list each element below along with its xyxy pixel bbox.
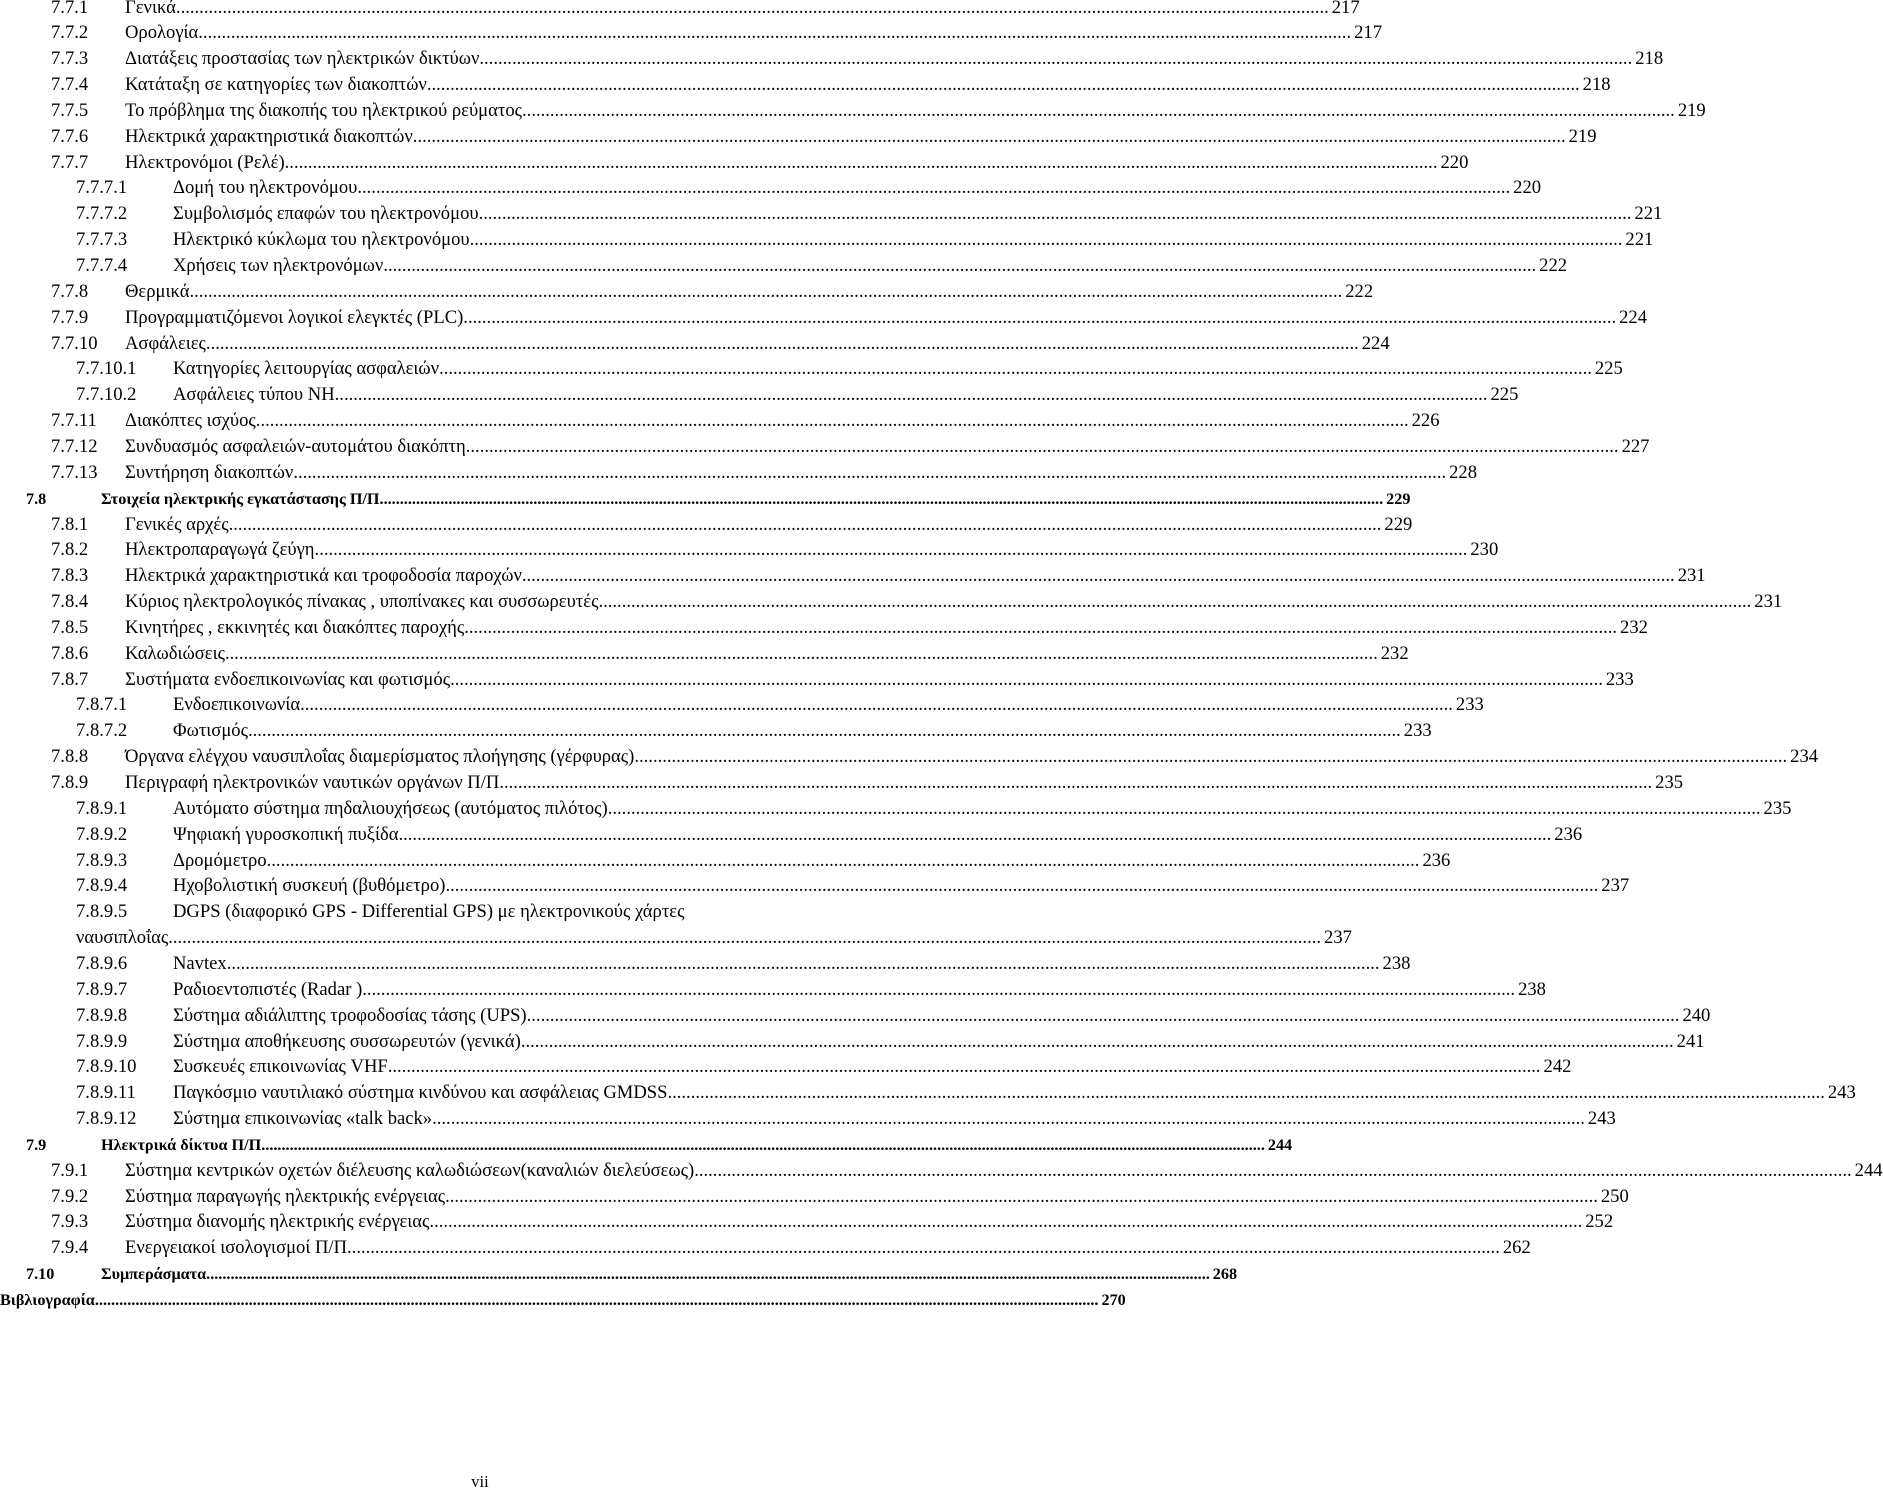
toc-entry-number: 7.8.9.12 (76, 1108, 137, 1130)
toc-entry-number: 7.9.3 (51, 1211, 89, 1233)
toc-entry-title: Ενεργειακοί ισολογισμοί Π/Π (125, 1237, 348, 1259)
toc-entry-page: 219 (1568, 125, 1597, 147)
toc-entry-number: 7.7.9 (51, 306, 89, 328)
toc-entry-page: 221 (1634, 203, 1663, 225)
toc-entry-number: 7.8.9.5 (76, 901, 128, 923)
toc-entry-page: 244 (1267, 1135, 1293, 1154)
toc-entry-title: Ηλεκτρονόμοι (Ρελέ) (125, 151, 285, 173)
toc-entry[interactable] (26, 486, 1411, 512)
toc-entry-title: Σύστημα αδιάλιπτης τροφοδοσίας τάσης (UPS) (173, 1004, 527, 1026)
toc-entry-number: 7.8.9.10 (76, 1056, 137, 1078)
toc-entry-title: Ορολογία (125, 22, 199, 44)
toc-entry[interactable] (76, 175, 1542, 201)
toc-entry-page: 219 (1677, 99, 1706, 121)
toc-entry-page: 235 (1763, 797, 1792, 819)
toc-entry-title: Ηλεκτρικά δίκτυα Π/Π (101, 1135, 262, 1154)
toc-entry-number: 7.8.8 (51, 746, 89, 768)
toc-entry-title: ναυσιπλοΐας (76, 927, 169, 949)
toc-entry-title: DGPS (διαφορικό GPS - Differential GPS) με ηλεκτρονικούς χάρτες (173, 901, 685, 923)
toc-entry-title: Navtex (173, 952, 227, 974)
dot-leader (300, 692, 1453, 718)
dot-leader (522, 98, 1675, 124)
toc-entry-page: 231 (1677, 565, 1706, 587)
toc-entry[interactable] (51, 434, 1650, 460)
toc-entry-title: Φωτισμός (173, 720, 248, 742)
toc-entry[interactable] (51, 770, 1684, 796)
toc-entry-number: 7.9.4 (51, 1237, 89, 1259)
toc-entry-title: Χρήσεις των ηλεκτρονόμων (173, 255, 384, 276)
toc-entry-page: 238 (1518, 978, 1546, 1000)
toc-entry-page: 232 (1380, 642, 1409, 664)
toc-entry-page: 270 (1101, 1291, 1126, 1309)
dot-leader (198, 20, 1351, 46)
toc-entry[interactable] (51, 667, 1634, 693)
toc-entry-title: Ηχοβολιστική συσκευή (βυθόμετρο) (173, 875, 446, 897)
toc-entry-title: Ψηφιακή γυροσκοπική πυξίδα (173, 823, 399, 845)
dot-leader (388, 1054, 1541, 1080)
toc-entry-title: Θερμικά (125, 280, 190, 302)
dot-leader (413, 124, 1566, 150)
toc-entry[interactable] (76, 253, 1568, 279)
toc-entry-number: 7.9 (26, 1135, 47, 1154)
toc-entry[interactable] (51, 150, 1469, 176)
toc-entry-number: 7.9.2 (51, 1185, 89, 1207)
toc-entry-number: 7.7.7.2 (76, 203, 128, 225)
dot-leader (429, 1209, 1582, 1235)
dot-leader (267, 848, 1420, 874)
toc-entry-page: 237 (1324, 927, 1352, 949)
toc-entry-number: 7.7.7.1 (76, 177, 128, 199)
toc-entry[interactable] (51, 408, 1440, 434)
toc-entry[interactable] (51, 1235, 1531, 1261)
toc-entry[interactable] (51, 20, 1382, 46)
dot-leader (479, 201, 1632, 227)
toc-entry-page: 217 (1354, 22, 1382, 44)
toc-entry-page: 233 (1455, 694, 1484, 716)
dot-leader (445, 873, 1598, 899)
toc-entry-page: 235 (1655, 772, 1684, 793)
toc-entry[interactable] (51, 331, 1390, 357)
dot-leader (347, 1235, 1500, 1261)
toc-entry[interactable] (51, 615, 1648, 641)
toc-entry-title: Συμπεράσματα (101, 1265, 207, 1284)
toc-entry-number: 7.8.9.1 (76, 797, 128, 819)
toc-entry-page: 220 (1440, 151, 1469, 173)
toc-entry-number: 7.7.10.2 (76, 384, 137, 406)
toc-entry-title: Καλωδιώσεις (125, 642, 225, 664)
toc-entry-page: 244 (1854, 1159, 1883, 1181)
toc-entry-number: 7.8.9.7 (76, 978, 128, 1000)
dot-leader (206, 1261, 1210, 1287)
toc-entry-number: 7.10 (26, 1265, 55, 1284)
toc-entry[interactable] (51, 460, 1478, 486)
toc-entry-title: Ασφάλειες τύπου ΝΗ (173, 384, 335, 406)
toc-entry-page: 268 (1212, 1265, 1238, 1284)
toc-entry-page: 236 (1422, 849, 1451, 871)
toc-entry-title: Ασφάλειες (125, 332, 206, 354)
toc-entry-page: 228 (1449, 461, 1478, 483)
toc-entry-title: Στοιχεία ηλεκτρικής εγκατάστασης Π/Π (101, 489, 380, 508)
toc-entry[interactable] (76, 848, 1451, 874)
dot-leader (466, 434, 1619, 460)
toc-entry-page: 229 (1386, 489, 1411, 508)
toc-entry-continuation[interactable] (76, 925, 1352, 951)
toc-entry-number: 7.8.7 (51, 668, 89, 690)
toc-entry-number: 7.8.7.2 (76, 720, 128, 742)
toc-entry[interactable] (51, 124, 1597, 150)
toc-entry-page: 227 (1621, 435, 1650, 457)
dot-leader (256, 408, 1409, 434)
dot-leader (499, 770, 1652, 796)
toc-entry-title: Κατάταξη σε κατηγορίες των διακοπτών (125, 74, 427, 96)
toc-entry[interactable] (51, 744, 1819, 770)
toc-entry-title: Γενικές αρχές (125, 513, 229, 535)
toc-entry-title: Συστήματα ενδοεπικοινωνίας και φωτισμός (125, 668, 451, 690)
toc-entry-title: Συσκευές επικοινωνίας VHF (173, 1056, 388, 1078)
toc-entry-title: Συντήρηση διακοπτών (125, 461, 294, 483)
toc-entry[interactable] (51, 589, 1783, 615)
toc-entry-number: 7.7.13 (51, 461, 98, 483)
toc-entry-number: 7.8.9.2 (76, 823, 128, 845)
toc-entry-title: Κινητήρες , εκκινητές και διακόπτες παροχής (125, 616, 465, 638)
toc-entry-title: Ηλεκτρικό κύκλωμα του ηλεκτρονόμου (173, 229, 470, 251)
dot-leader (398, 822, 1551, 848)
toc-entry[interactable] (76, 977, 1546, 1003)
toc-entry-title: Διατάξεις προστασίας των ηλεκτρικών δικτύων (125, 48, 480, 70)
toc-entry-title: Περιγραφή ηλεκτρονικών ναυτικών οργάνων Π/Π (125, 772, 500, 793)
toc-entry-number: 7.7.5 (51, 99, 89, 121)
toc-entry-title: Σύστημα κεντρικών οχετών διέλευσης καλωδιώσεων(καναλιών διελεύσεως). (125, 1159, 699, 1181)
toc-entry-title: Όργανα ελέγχου ναυσιπλοΐας διαμερίσματος πλοήγησης (γέρφυρας) (125, 746, 635, 768)
toc-entry[interactable] (0, 1287, 1126, 1313)
toc-entry-title: Δομή του ηλεκτρονόμου (173, 177, 358, 199)
toc-entry-number: 7.8.1 (51, 513, 89, 535)
toc-entry-page: 243 (1827, 1082, 1856, 1104)
toc-entry-number: 7.7.6 (51, 125, 89, 147)
toc-entry-number: 7.7.1 (51, 0, 89, 18)
dot-leader (479, 46, 1632, 72)
toc-entry[interactable] (76, 382, 1519, 408)
toc-entry-number: 7.8.3 (51, 565, 89, 587)
toc-entry-title: Ενδοεπικοινωνία (173, 694, 301, 716)
toc-entry[interactable] (51, 563, 1706, 589)
dot-leader (95, 1287, 1099, 1313)
toc-entry-number: 7.8.2 (51, 539, 89, 561)
toc-entry-page: 241 (1676, 1030, 1705, 1052)
toc-entry-title: Ραδιοεντοπιστές (Radar ) (173, 978, 363, 1000)
toc-entry[interactable] (51, 0, 1360, 21)
toc-entry-number: 7.7.11 (51, 410, 97, 432)
dot-leader (521, 1029, 1674, 1055)
dot-leader (176, 0, 1329, 21)
toc-entry-page: 218 (1635, 48, 1664, 70)
toc-entry-number: 7.7.7 (51, 151, 89, 173)
toc-entry[interactable] (51, 641, 1409, 667)
toc-entry[interactable] (51, 1158, 1883, 1184)
toc-entry-number: 7.8.9.6 (76, 952, 128, 974)
toc-entry-title: Γενικά (125, 0, 176, 18)
toc-entry-page: 252 (1585, 1211, 1614, 1233)
toc-entry-page: 222 (1539, 255, 1568, 276)
toc-entry-title: Παγκόσμιο ναυτιλιακό σύστημα κινδύνου και ασφάλειας GMDSS. (173, 1082, 673, 1104)
toc-entry-number: 7.7.4 (51, 74, 89, 96)
toc-entry-title: Σύστημα διανομής ηλεκτρικής ενέργειας (125, 1211, 430, 1233)
toc-entry[interactable] (51, 1184, 1629, 1210)
toc-entry-page: 224 (1361, 332, 1390, 354)
toc-entry[interactable] (51, 305, 1647, 331)
toc-entry-page: 234 (1790, 746, 1819, 768)
toc-entry[interactable] (26, 1132, 1293, 1158)
toc-entry-number: 7.8.4 (51, 591, 89, 613)
toc-entry-page: 233 (1605, 668, 1634, 690)
toc-entry[interactable] (51, 98, 1706, 124)
toc-entry-page: 226 (1411, 410, 1440, 432)
toc-entry-page: 225 (1594, 358, 1623, 380)
dot-leader (362, 977, 1515, 1003)
toc-entry-number: 7.8.6 (51, 642, 89, 664)
toc-entry-title: Κύριος ηλεκτρολογικός πίνακας , υποπίνακες και συσσωρευτές (125, 591, 599, 613)
toc-entry-page: 237 (1601, 875, 1630, 897)
toc-entry[interactable] (76, 899, 684, 925)
dot-leader (335, 382, 1488, 408)
dot-leader (527, 1003, 1680, 1029)
toc-entry[interactable] (76, 356, 1623, 382)
toc-entry-page: 220 (1513, 177, 1542, 199)
toc-entry-number: 7.8 (26, 489, 47, 508)
toc-entry-page: 225 (1490, 384, 1519, 406)
toc-entry-title: Σύστημα παραγωγής ηλεκτρικής ενέργειας (125, 1185, 446, 1207)
toc-entry-page: 232 (1620, 616, 1648, 638)
dot-leader (427, 72, 1580, 98)
toc-entry-page: 221 (1625, 229, 1654, 251)
toc-entry-number: 7.8.9.4 (76, 875, 128, 897)
toc-entry-title: Ηλεκτρικά χαρακτηριστικά και τροφοδοσία παροχών (125, 565, 522, 587)
toc-entry[interactable] (51, 72, 1611, 98)
toc-entry-title: Διακόπτες ισχύος (125, 410, 256, 432)
dot-leader (357, 175, 1510, 201)
dot-leader (380, 486, 1384, 512)
toc-entry[interactable] (76, 1029, 1705, 1055)
dot-leader (439, 356, 1592, 382)
toc-entry-title: Προγραμματιζόμενοι λογικοί ελεγκτές (PLC) (125, 306, 464, 328)
toc-entry-page: 233 (1403, 720, 1432, 742)
dot-leader (225, 641, 1378, 667)
toc-entry[interactable] (51, 279, 1374, 305)
toc-entry-page: 224 (1619, 306, 1647, 328)
toc-entry-title: Δρομόμετρο (173, 849, 267, 871)
toc-entry-page: 222 (1345, 280, 1374, 302)
toc-entry[interactable] (76, 1080, 1856, 1106)
dot-leader (227, 951, 1380, 977)
toc-entry-page: 236 (1554, 823, 1583, 845)
toc-entry-page: 229 (1384, 513, 1413, 535)
dot-leader (699, 1158, 1852, 1184)
toc-entry[interactable] (51, 512, 1413, 538)
toc-entry-number: 7.7.3 (51, 48, 89, 70)
dot-leader (168, 925, 1321, 951)
toc-entry[interactable] (76, 692, 1484, 718)
toc-entry[interactable] (76, 822, 1583, 848)
dot-leader (248, 718, 1401, 744)
toc-entry[interactable] (26, 1261, 1238, 1287)
toc-entry[interactable] (51, 46, 1664, 72)
toc-entry[interactable] (76, 1003, 1711, 1029)
toc-entry-page: 218 (1582, 74, 1611, 96)
dot-leader (464, 615, 1617, 641)
toc-entry-title: Ηλεκτρικά χαρακτηριστικά διακοπτών (125, 125, 413, 147)
toc-entry-number: 7.8.5 (51, 616, 89, 638)
dot-leader (634, 744, 1787, 770)
toc-entry-title: Αυτόματο σύστημα πηδαλιουχήσεως (αυτόματος πιλότος) (173, 797, 608, 819)
toc-entry-page: 230 (1470, 539, 1499, 561)
toc-entry-number: 7.7.10.1 (76, 358, 137, 380)
toc-entry-number: 7.7.7.3 (76, 229, 128, 251)
toc-entry-title: Το πρόβλημα της διακοπής του ηλεκτρικού ρεύματος (125, 99, 523, 121)
toc-entry-number: 7.8.9.8 (76, 1004, 128, 1026)
toc-entry-page: 242 (1543, 1056, 1572, 1078)
dot-leader (315, 537, 1468, 563)
toc-entry-number: 7.8.9.3 (76, 849, 128, 871)
dot-leader (608, 796, 1761, 822)
toc-entry-number: 7.7.7.4 (76, 255, 128, 276)
dot-leader (522, 563, 1675, 589)
page-number-footer: vii (471, 1472, 489, 1491)
toc-entry-page: 240 (1682, 1004, 1711, 1026)
dot-leader (432, 1106, 1585, 1132)
dot-leader (206, 331, 1359, 357)
toc-entry-page: 250 (1600, 1185, 1629, 1207)
dot-leader (293, 460, 1446, 486)
toc-entry-number: 7.7.2 (51, 22, 89, 44)
toc-entry[interactable] (76, 873, 1630, 899)
toc-entry-page: 262 (1502, 1237, 1531, 1259)
toc-entry[interactable] (76, 718, 1432, 744)
dot-leader (445, 1184, 1598, 1210)
toc-entry-title: Ηλεκτροπαραγωγά ζεύγη (125, 539, 315, 561)
dot-leader (463, 305, 1616, 331)
toc-entry-title: Σύστημα αποθήκευσης συσσωρευτών (γενικά) (173, 1030, 521, 1052)
toc-entry-page: 243 (1587, 1108, 1616, 1130)
toc-entry[interactable] (76, 796, 1792, 822)
toc-entry-title: Συνδυασμός ασφαλειών-αυτομάτου διακόπτη (125, 435, 466, 457)
toc-entry-title: Βιβλιογραφία (0, 1291, 95, 1309)
toc-entry-number: 7.8.7.1 (76, 694, 128, 716)
toc-entry-title: Κατηγορίες λειτουργίας ασφαλειών (173, 358, 440, 380)
dot-leader (383, 253, 1536, 279)
dot-leader (189, 279, 1342, 305)
toc-entry-number: 7.7.12 (51, 435, 98, 457)
toc-entry[interactable] (51, 537, 1499, 563)
toc-entry-page: 238 (1382, 952, 1411, 974)
toc-entry-number: 7.9.1 (51, 1159, 89, 1181)
toc-entry-number: 7.8.9.11 (76, 1082, 136, 1104)
dot-leader (672, 1080, 1825, 1106)
toc-entry[interactable] (76, 951, 1411, 977)
toc-entry[interactable] (51, 1209, 1614, 1235)
dot-leader (229, 512, 1382, 538)
dot-leader (285, 150, 1438, 176)
toc-entry-number: 7.8.9 (51, 772, 89, 793)
dot-leader (470, 227, 1623, 253)
toc-entry[interactable] (76, 227, 1654, 253)
toc-entry-title: Σύστημα επικοινωνίας «talk back» (173, 1108, 433, 1130)
dot-leader (261, 1132, 1265, 1158)
toc-entry-number: 7.7.8 (51, 280, 89, 302)
dot-leader (450, 667, 1603, 693)
toc-entry-number: 7.8.9.9 (76, 1030, 128, 1052)
toc-entry[interactable] (76, 1106, 1616, 1132)
toc-entry-number: 7.7.10 (51, 332, 98, 354)
toc-entry-page: 217 (1331, 0, 1360, 18)
toc-entry-title: Συμβολισμός επαφών του ηλεκτρονόμου (173, 203, 479, 225)
toc-entry[interactable] (76, 1054, 1572, 1080)
toc-entry-page: 231 (1754, 591, 1783, 613)
dot-leader (598, 589, 1751, 615)
toc-entry[interactable] (76, 201, 1663, 227)
